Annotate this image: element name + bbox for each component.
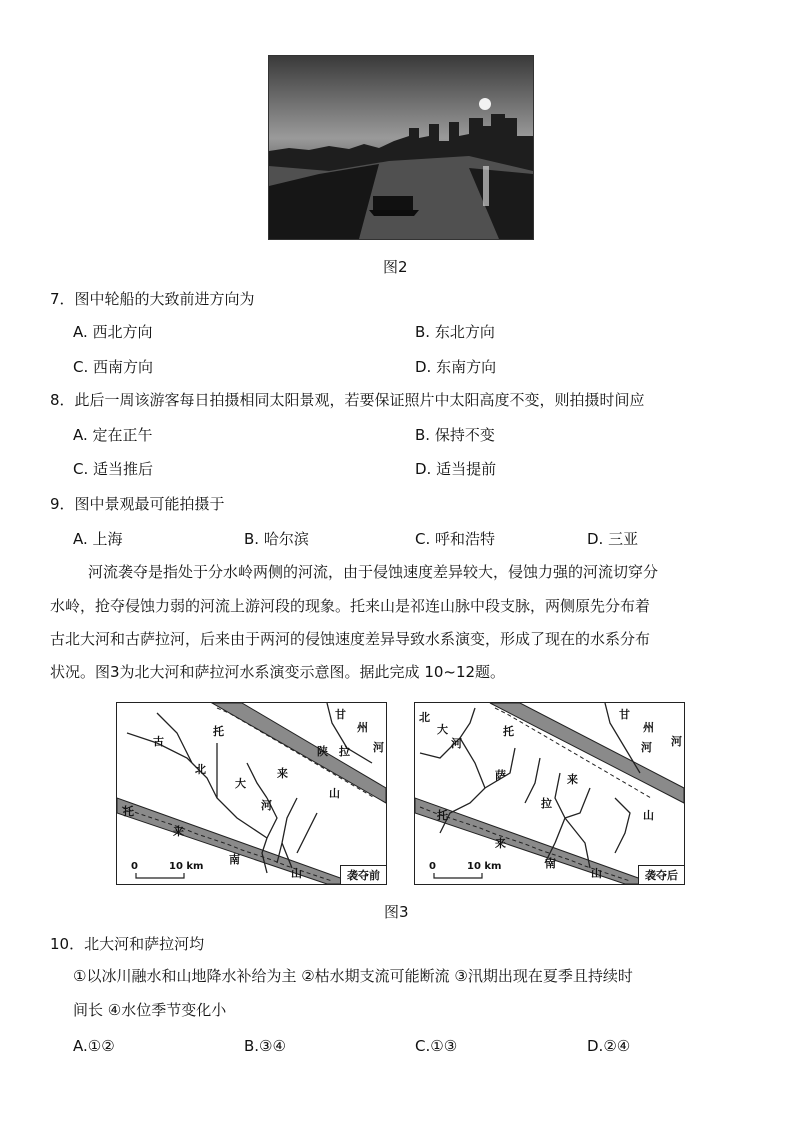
- map-label: 山: [643, 809, 654, 822]
- passage-line-2: 水岭，抢夺侵蚀力弱的河流上游河段的现象。托来山是祁连山脉中段支脉，两侧原先分布着: [50, 597, 651, 615]
- map-label: 河: [641, 741, 652, 754]
- question-10-option-b[interactable]: B.③④: [244, 1037, 286, 1055]
- question-7-option-c[interactable]: C. 西南方向: [73, 358, 154, 376]
- question-10-items-line-1: ①以冰川融水和山地降水补给为主 ②枯水期支流可能断流 ③汛期出现在夏季且持续时: [73, 967, 633, 985]
- figure3-caption: 图3: [384, 903, 409, 921]
- map-label: 古: [153, 735, 164, 748]
- tuolai-south-mountain-belt: [415, 798, 655, 884]
- map-before-capture: [116, 702, 387, 885]
- question-10-option-d[interactable]: D.②④: [587, 1037, 631, 1055]
- map-before-title: 袭夺前: [340, 865, 386, 884]
- map-label: 来: [495, 837, 506, 850]
- question-7-stem: 7．图中轮船的大致前进方向为: [50, 290, 255, 308]
- map-label: 河: [451, 737, 462, 750]
- map-label: 托: [213, 725, 224, 738]
- passage-line-4: 状况。图3为北大河和萨拉河水系演变示意图。据此完成 10~12题。: [50, 663, 506, 681]
- map-after-capture: [414, 702, 685, 885]
- tuolai-south-mountain-belt: [117, 798, 357, 884]
- map-label: 甘: [619, 708, 630, 721]
- scale-bar-zero: 0: [429, 861, 436, 872]
- map-label: 州: [643, 721, 654, 734]
- map-after-title: 袭夺后: [638, 865, 684, 884]
- map-label: 河: [373, 741, 384, 754]
- map-label: 州: [357, 721, 368, 734]
- tuolai-mountain-belt: [490, 703, 684, 803]
- map-label: 陕: [317, 745, 328, 758]
- scale-bar-distance: 10 km: [467, 861, 502, 872]
- figure2-caption: 图2: [383, 258, 408, 276]
- question-10-stem: 10．北大河和萨拉河均: [50, 935, 205, 953]
- map-label: 甘: [335, 708, 346, 721]
- map-label: 山: [329, 787, 340, 800]
- question-10-option-c[interactable]: C.①③: [415, 1037, 458, 1055]
- question-8-stem: 8．此后一周该游客每日拍摄相同太阳景观，若要保证照片中太阳高度不变，则拍摄时间应: [50, 391, 645, 409]
- map-label: 南: [229, 853, 240, 866]
- map-label: 大: [235, 777, 246, 790]
- map-label: 来: [277, 767, 288, 780]
- map-label: 北: [195, 763, 206, 776]
- map-label: 南: [545, 857, 556, 870]
- map-label: 来: [567, 773, 578, 786]
- question-10-option-a[interactable]: A.①②: [73, 1037, 115, 1055]
- map-label: 山: [291, 867, 302, 880]
- map-label: 大: [437, 723, 448, 736]
- map-label: 托: [437, 809, 448, 822]
- question-9-option-c[interactable]: C. 呼和浩特: [415, 530, 496, 548]
- question-10-items-line-2: 间长 ④水位季节变化小: [73, 1001, 227, 1019]
- question-9-option-d[interactable]: D. 三亚: [587, 530, 639, 548]
- scale-bar-zero: 0: [131, 861, 138, 872]
- question-9-option-b[interactable]: B. 哈尔滨: [244, 530, 309, 548]
- passage-line-1: 河流袭夺是指处于分水岭两侧的河流，由于侵蚀速度差异较大，侵蚀力强的河流切穿分: [88, 563, 659, 581]
- question-7-option-b[interactable]: B. 东北方向: [415, 323, 495, 341]
- map-label: 托: [503, 725, 514, 738]
- question-7-option-d[interactable]: D. 东南方向: [415, 358, 497, 376]
- map-label: 托: [123, 805, 134, 818]
- map-label: 山: [591, 867, 602, 880]
- passage-line-3: 古北大河和古萨拉河，后来由于两河的侵蚀速度差异导致水系演变，形成了现在的水系分布: [50, 630, 651, 648]
- scale-bar-distance: 10 km: [169, 861, 204, 872]
- map-label: 萨: [495, 769, 506, 782]
- map-label: 河: [261, 799, 272, 812]
- map-label: 河: [671, 735, 682, 748]
- question-8-option-b[interactable]: B. 保持不变: [415, 426, 495, 444]
- question-7-option-a[interactable]: A. 西北方向: [73, 323, 153, 341]
- map-label: 拉: [541, 797, 552, 810]
- question-8-option-d[interactable]: D. 适当提前: [415, 460, 497, 478]
- map-label: 来: [173, 825, 184, 838]
- question-9-stem: 9．图中景观最可能拍摄于: [50, 495, 225, 513]
- question-9-option-a[interactable]: A. 上海: [73, 530, 123, 548]
- question-8-option-c[interactable]: C. 适当推后: [73, 460, 154, 478]
- sunset-river-photo: [268, 55, 534, 240]
- question-8-option-a[interactable]: A. 定在正午: [73, 426, 153, 444]
- map-label: 拉: [339, 745, 350, 758]
- map-label: 北: [419, 711, 430, 724]
